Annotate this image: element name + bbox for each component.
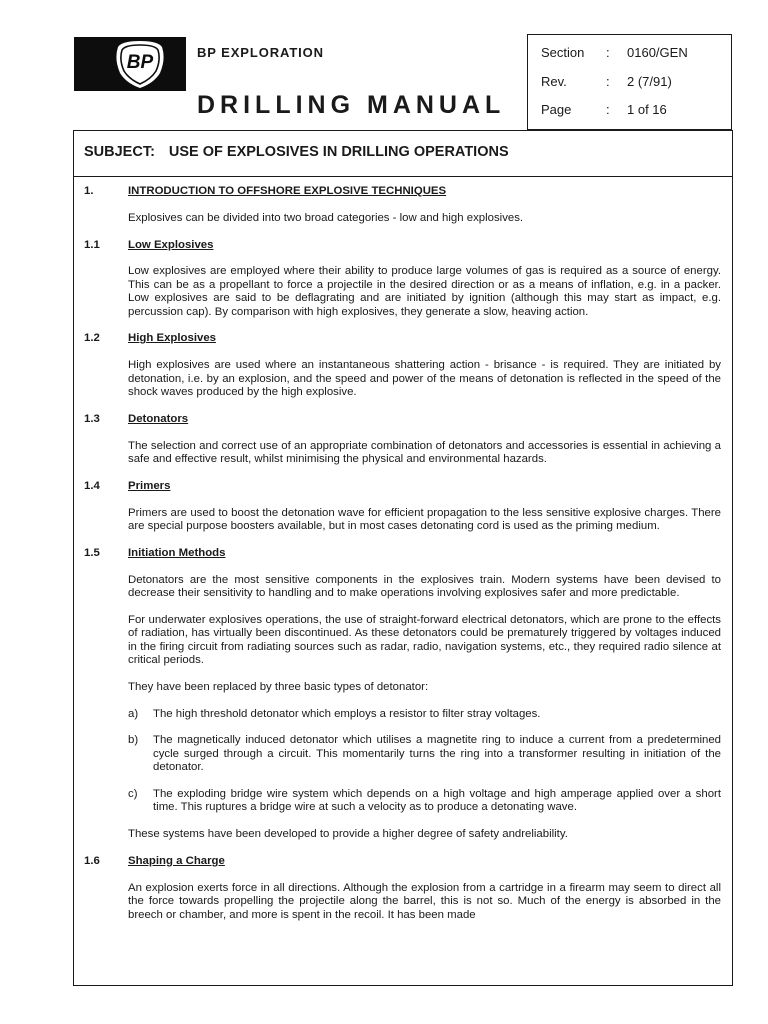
- page-label: Page: [541, 102, 572, 117]
- heading-title: Primers: [128, 479, 171, 492]
- section-heading-1-2: [84, 332, 721, 345]
- revision-separator: :: [606, 74, 610, 89]
- page-value: 1 of 16: [627, 102, 667, 117]
- subject-line: [84, 144, 509, 160]
- high-explosives-paragraph: High explosives are used where an instantaneous shattering action - brisance - is required. They are initiated by detonation, i.e. by an explosion, and the speed and power of the means of detonation is reflected in the speed of the shock waves produced by the high explosive.: [128, 359, 721, 398]
- section-heading-1-3: [84, 413, 721, 426]
- section-heading-1-1: [84, 239, 721, 252]
- heading-title: High Explosives: [128, 332, 216, 345]
- list-item-text: The exploding bridge wire system which depends on a high voltage and high amperage applied over a short time. This ruptures a bridge wire at such a velocity as to produce a detonating wave.: [153, 787, 721, 814]
- heading-number: 1.2: [84, 332, 100, 345]
- list-marker: a): [128, 707, 139, 720]
- initiation-paragraph-3: They have been replaced by three basic types of detonator:: [128, 680, 429, 693]
- list-item-text: The magnetically induced detonator which utilises a magnetite ring to induce a current from a predetermined cycle surged through a circuit. This momentarily turns the ring into a transformer resulting in initiation of the detonator.: [153, 734, 721, 774]
- section-heading-1-5: [84, 547, 721, 560]
- heading-number: 1.: [84, 185, 94, 197]
- manual-title: DRILLING MANUAL: [197, 91, 506, 119]
- page-separator: :: [606, 102, 610, 117]
- list-item: [128, 734, 721, 774]
- heading-number: 1.6: [84, 854, 100, 867]
- subject-label: SUBJECT:: [84, 144, 155, 160]
- section-heading-1: [84, 185, 721, 198]
- list-item-text: The high threshold detonator which employs a resistor to filter stray voltages.: [153, 707, 541, 720]
- revision-label: Rev.: [541, 74, 567, 89]
- heading-title: Shaping a Charge: [128, 854, 225, 867]
- primers-paragraph: Primers are used to boost the detonation wave for efficient propagation to the less sensitive explosive charges. There are special purpose boosters available, but in most cases detonating cord is used as the priming medium.: [128, 506, 721, 532]
- subject-title: USE OF EXPLOSIVES IN DRILLING OPERATIONS: [168, 144, 509, 160]
- list-marker: b): [128, 734, 139, 747]
- heading-title: Initiation Methods: [128, 546, 226, 559]
- detonators-paragraph: The selection and correct use of an appropriate combination of detonators and accessories is essential in achieving a safe and effective result, whilst minimising the physical and environmental hazards.: [128, 439, 721, 465]
- list-item: [128, 788, 721, 815]
- section-heading-1-6: [84, 855, 721, 868]
- company-name: BP EXPLORATION: [197, 45, 324, 60]
- logo-text: BP: [126, 52, 154, 73]
- intro-paragraph: Explosives can be divided into two broad categories - low and high explosives.: [128, 211, 524, 224]
- initiation-paragraph-1: Detonators are the most sensitive components in the explosives train. Modern systems have been devised to decrease their sensitivity to handling and to make operations involving explosives safer and more predictable.: [128, 573, 721, 599]
- initiation-paragraph-4: These systems have been developed to provide a higher degree of safety andreliability.: [128, 828, 568, 841]
- subject-bar: [73, 130, 733, 177]
- heading-title: INTRODUCTION TO OFFSHORE EXPLOSIVE TECHNIQUES: [128, 185, 447, 197]
- section-label: Section: [541, 45, 585, 60]
- bp-logo: [74, 37, 186, 91]
- list-marker: c): [128, 787, 138, 800]
- low-explosives-paragraph: Low explosives are employed where their ability to produce large volumes of gas is required as a source of energy. This can be as a propellant to force a projectile in the desired direction or as a means of inflation, e.g. in a packer. Low explosives are said to be deflagrating and are initiated by ignition (although this may start as impact, e.g. percussion cap). By comparison with high explosives, they generate a slow, heaving action.: [128, 265, 721, 318]
- heading-title: Detonators: [128, 412, 189, 425]
- shaping-charge-paragraph: An explosion exerts force in all directions. Although the explosion from a cartridge in a firearm may seem to direct all the force towards propelling the projectile along the barrel, this is not so. Much of the energy is absorbed in the breech or chamber, and more is spent in the recoil. It has been made: [128, 881, 721, 921]
- heading-number: 1.1: [84, 238, 100, 251]
- section-separator: :: [606, 45, 610, 60]
- heading-number: 1.4: [84, 479, 100, 492]
- initiation-paragraph-2: For underwater explosives operations, the use of straight-forward electrical detonators, which are prone to the effects of radiation, has virtually been discontinued. As these detonators could be prematurely triggered by voltages induced in the firing circuit from radiating sources such as radar, radio, navigation systems, etc., they required radio silence at critical periods.: [128, 613, 721, 666]
- document-info-box: [527, 34, 732, 130]
- document-body: [84, 185, 721, 935]
- list-item: [128, 708, 721, 721]
- heading-title: Low Explosives: [128, 238, 214, 251]
- revision-value: 2 (7/91): [627, 74, 672, 89]
- heading-number: 1.5: [84, 546, 100, 559]
- section-value: 0160/GEN: [627, 45, 688, 60]
- section-heading-1-4: [84, 480, 721, 493]
- heading-number: 1.3: [84, 412, 100, 425]
